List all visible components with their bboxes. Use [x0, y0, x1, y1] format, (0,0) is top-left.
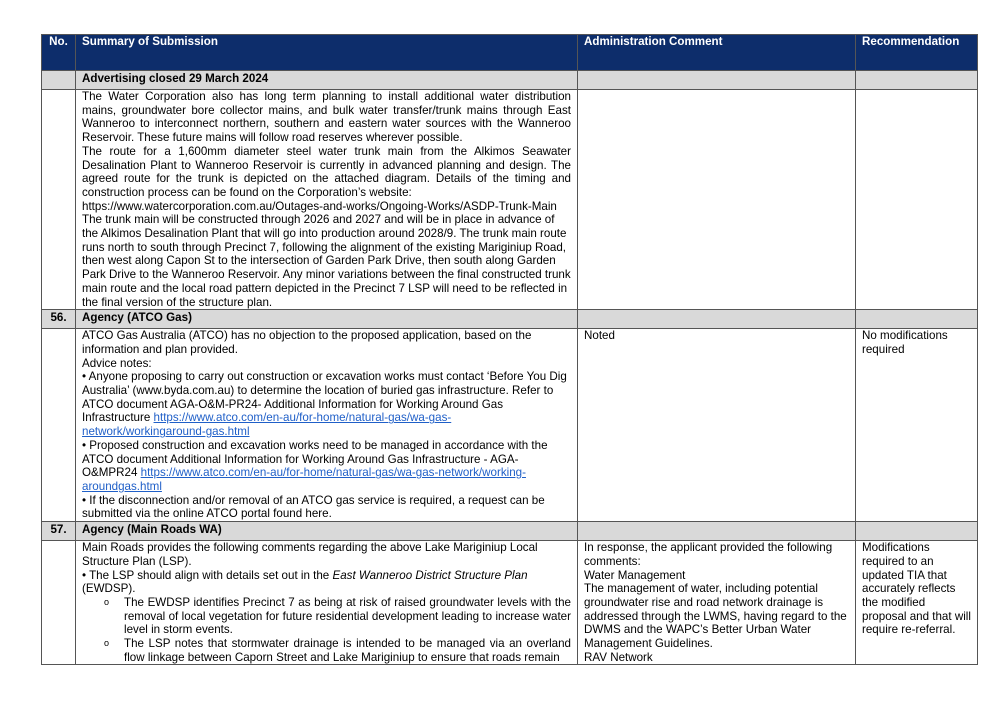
paragraph: RAV Network [584, 650, 653, 664]
paragraph: The route for a 1,600mm diameter steel water trunk main from the Alkimos Seawater Desalination Plant to Wanneroo Reservoir is currently in advanced planning and design. The agreed route for the trunk is depicted on the attached diagram. Details of the timing and construction process can be found on the Corporation’s website: [82, 144, 571, 199]
row-number: 56. [42, 310, 76, 329]
row-title: Agency (ATCO Gas) [76, 310, 578, 329]
advertising-band-row [42, 71, 978, 90]
bullet-item: • If the disconnection and/or removal of an ATCO gas service is required, a request can be submitted via the online ATCO portal found here. [82, 493, 545, 521]
bullet-item: • Anyone proposing to carry out construction or excavation works must contact ‘Before You Dig Australia’ (www.byda.com.au) to determine the location of buried gas infrastructure. Refer to ATCO document AGA-O&M-PR24- Additional Information for Working Around Gas Infrastructure https://www.atco.com/en-au/for-home/natural-gas/wa-gas-network/workingaround-gas.html [82, 370, 567, 439]
summary-cell [76, 329, 578, 522]
url-text: https://www.watercorporation.com.au/Outages-and-works/Ongoing-Works/ASDP-Trunk-Main [82, 199, 557, 213]
header-recommendation: Recommendation [856, 35, 978, 71]
advice-notes-label: Advice notes: [82, 356, 152, 370]
advertising-closed-label: Advertising closed 29 March 2024 [76, 71, 578, 90]
admin-comment-cell: Noted [578, 329, 856, 522]
summary-cell [76, 541, 578, 665]
header-admin-comment: Administration Comment [578, 35, 856, 71]
table-row [42, 329, 978, 522]
bullet-item: • Proposed construction and excavation works need to be managed in accordance with the ATCO document Additional Information for Working Around Gas Infrastructure - AGA-O&MPR24 https://www.atco.com/en-au/for-home/natural-gas/wa-gas-network/working-aroundgas.html [82, 438, 548, 493]
sub-bullet-marker: o [104, 638, 110, 649]
submissions-table [41, 34, 978, 665]
admin-comment-cell [578, 541, 856, 665]
paragraph: The trunk main will be constructed through 2026 and 2027 and will be in place in advance of the Alkimos Desalination Plant that will go into production around 2028/9. The trunk main route runs north to south through Precinct 7, following the alignment of the existing Mariginiup Road, then west along Capon St to the intersection of Garden Park Drive, then south along Garden Park Drive to the Wanneroo Reservoir. Any minor variations between the final constructed trunk main route and the local road pattern depicted in the Precinct 7 LSP will need to be reflected in the final version of the structure plan. [82, 213, 571, 309]
table-row [42, 541, 978, 665]
row-title: Agency (Main Roads WA) [76, 522, 578, 541]
header-no: No. [42, 35, 76, 71]
sub-bullet-item: o The LSP notes that stormwater drainage is intended to be managed via an overland flow linkage between Caporn Street and Lake Mariginiup to ensure that roads remain [104, 637, 571, 664]
summary-cell [76, 90, 578, 310]
paragraph: The Water Corporation also has long term planning to install additional water distribution mains, groundwater bore collector mains, and bulk water transfer/trunk mains through East Wanneroo to interconnect northern, southern and eastern water sources with the Wanneroo Reservoir. These future mains will follow road reserves wherever possible. [82, 90, 571, 145]
sub-bullet-item: o The EWDSP identifies Precinct 7 as being at risk of raised groundwater levels with the removal of local vegetation for future residential development leading to increase water level in storm events. [104, 595, 571, 637]
paragraph: The management of water, including potential groundwater rise and road network drainage is addressed through the LWMS, having regard to the DWMS and the WAPC’s Better Urban Water Management Guidelines. [584, 582, 847, 651]
row-57-heading [42, 522, 978, 541]
recommendation-cell: Modifications required to an updated TIA that accurately reflects the modified proposal and that will require re-referral. [856, 541, 978, 665]
recommendation-cell: No modifications required [856, 329, 978, 522]
paragraph: Water Management [584, 568, 686, 582]
paragraph: In response, the applicant provided the following comments: [584, 541, 833, 568]
row-56-heading [42, 310, 978, 329]
bullet-item: • The LSP should align with details set out in the East Wanneroo District Structure Plan (EWDSP). [82, 568, 528, 596]
paragraph: Main Roads provides the following comments regarding the above Lake Mariginiup Local Structure Plan (LSP). [82, 541, 538, 568]
header-summary: Summary of Submission [76, 35, 578, 71]
sub-bullet-marker: o [104, 596, 110, 607]
table-header-row [42, 35, 978, 71]
atco-link[interactable]: https://www.atco.com/en-au/for-home/natural-gas/wa-gas-network/workingaround-gas.html [82, 411, 452, 439]
row-number: 57. [42, 522, 76, 541]
table-row [42, 90, 978, 310]
atco-link[interactable]: https://www.atco.com/en-au/for-home/natural-gas/wa-gas-network/working-aroundgas.html [82, 466, 526, 493]
paragraph: ATCO Gas Australia (ATCO) has no objection to the proposed application, based on the information and plan provided. [82, 329, 532, 356]
